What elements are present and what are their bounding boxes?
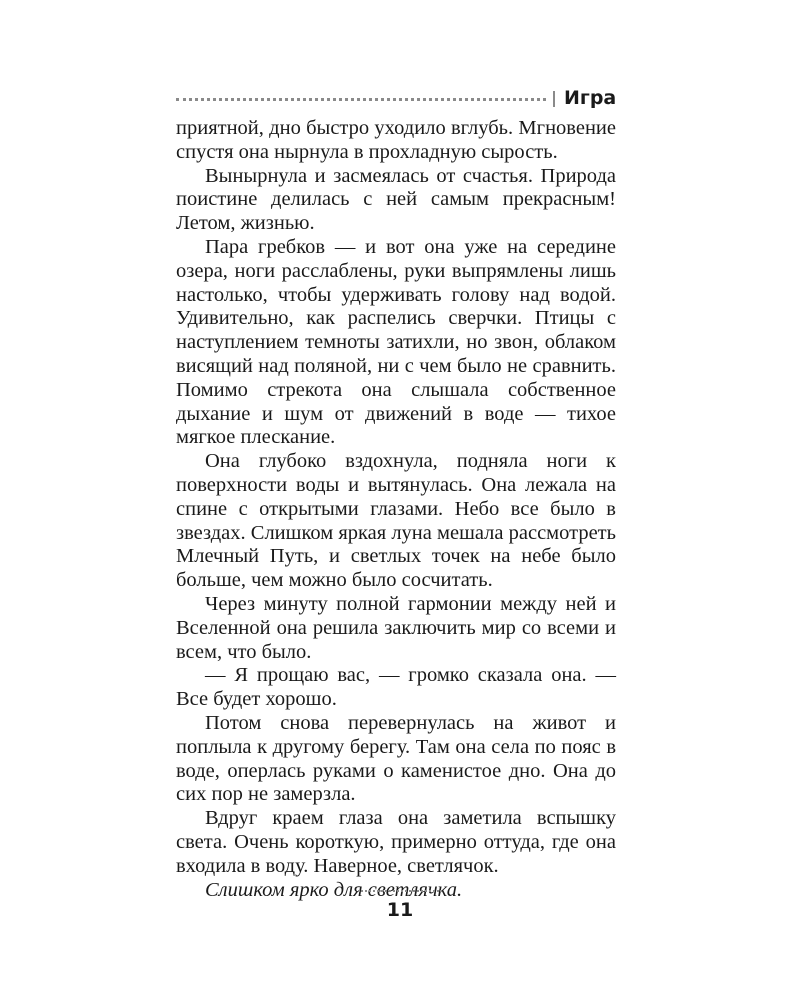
italic-paragraph: Слишком ярко для светлячка. xyxy=(205,878,463,901)
page-number: 11 xyxy=(386,899,414,921)
paragraph: Через минуту полной гармонии между ней и Вселенной она решила заключить мир со всеми и всем, что было. xyxy=(176,592,616,663)
paragraph: Пара гребков — и вот она уже на середине озера, ноги расслаблены, руки выпрямлены лишь настолько, чтобы удерживать голову над водой. Удивительно, как распелись сверчки. Птицы с наступлением темноты затихли, но звон, облаком висящий над поляной, ни с чем было не сравнить. Помимо стрекота она слышала собственное дыхание и шум от движений в воде — тихое мягкое плескание. xyxy=(176,235,616,449)
running-head xyxy=(176,86,616,112)
paragraph: — Я прощаю вас, — громко сказала она. — Все будет хорошо. xyxy=(176,664,616,711)
running-head-title: Игра xyxy=(564,87,617,109)
paragraph: приятной, дно быстро уходило вглубь. Мгновение спустя она нырнула в прохладную сырость. xyxy=(176,117,616,163)
paragraph: Вынырнула и засмеялась от счастья. Природа поистине делилась с ней самым прекрасным! Летом, жизнью. xyxy=(176,164,616,235)
paragraph: Потом снова перевернулась на живот и поплыла к другому берегу. Там она села по пояс в воде, оперлась руками о каменистое дно. Она до сих пор не замерзла. xyxy=(176,711,616,806)
header-vertical-bar xyxy=(553,91,555,107)
body-text xyxy=(176,117,616,902)
footer-dotted-rule xyxy=(358,890,442,892)
paragraph: Вдруг краем глаза она заметила вспышку света. Очень короткую, примерно оттуда, где она входила в воду. Наверное, светлячок. xyxy=(176,807,616,877)
paragraph: Она глубоко вздохнула, подняла ноги к поверхности воды и вытянулась. Она лежала на спине с открытыми глазами. Небо все было в звездах. Слишком яркая луна мешала рассмотреть Млечный Путь, и светлых точек на небе было больше, чем можно было сосчитать. xyxy=(176,450,616,592)
header-dotted-rule xyxy=(176,98,546,101)
page-footer xyxy=(0,890,800,921)
